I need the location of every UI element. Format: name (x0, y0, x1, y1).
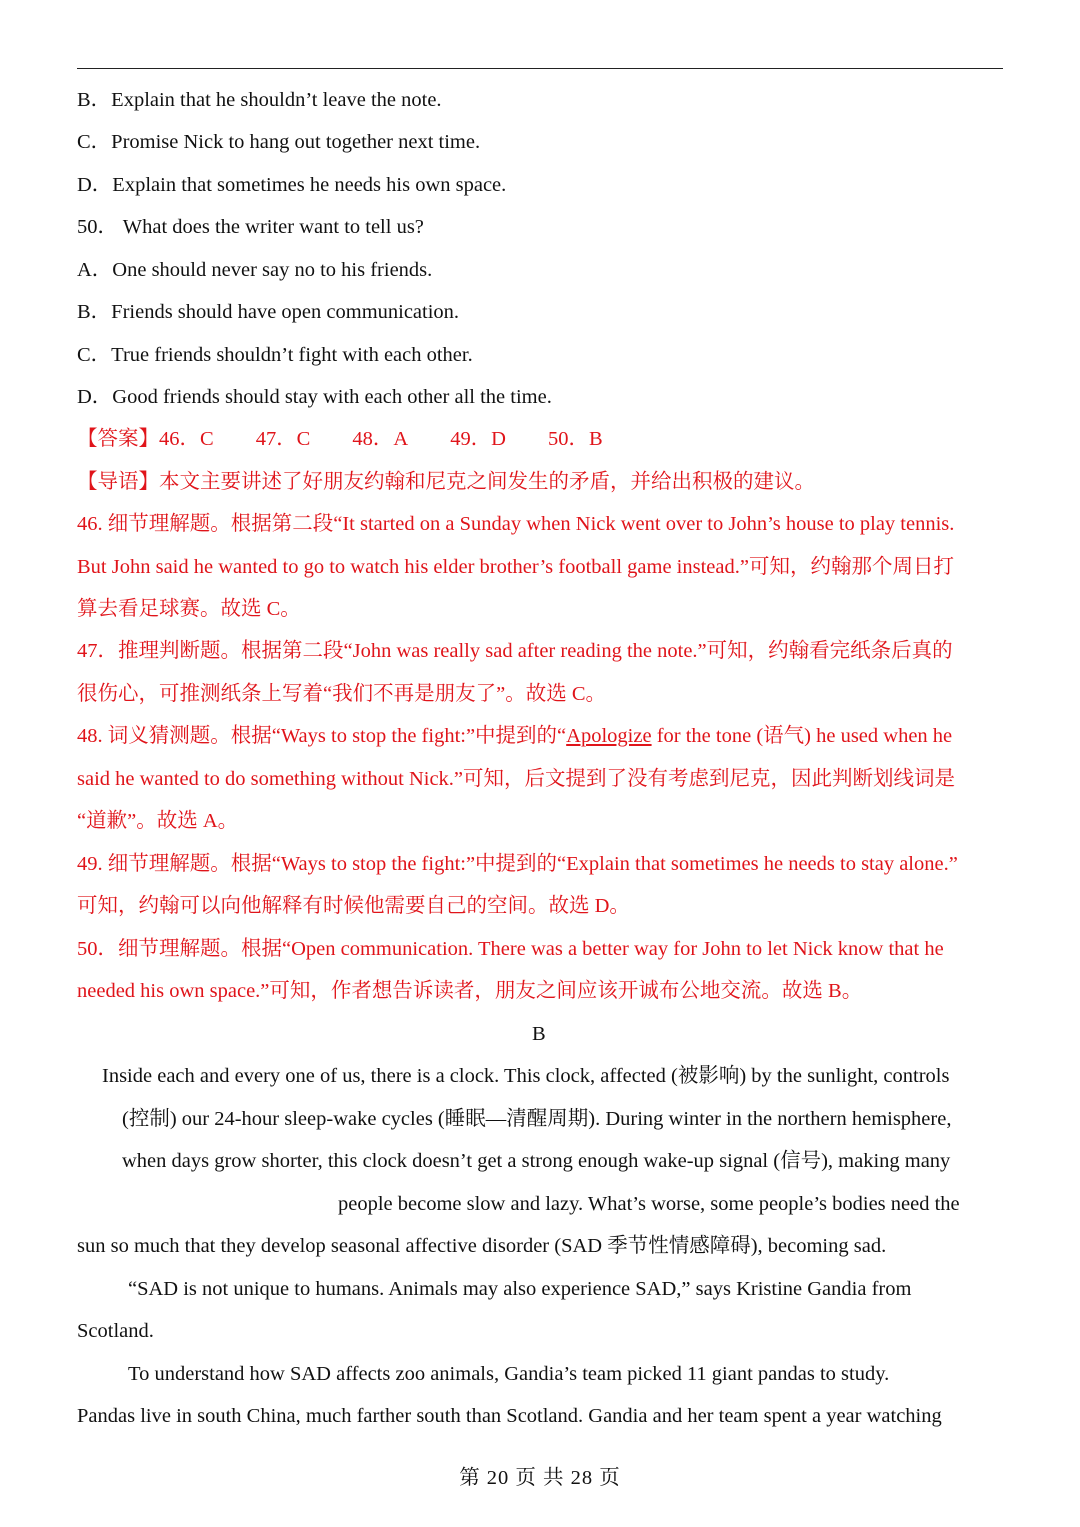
explanation-text: for the tone (语气) he used when he (651, 725, 953, 747)
option-c-q49: C．Promise Nick to hang out together next time. (77, 131, 481, 153)
passage-line: when days grow shorter, this clock doesn’t get a strong enough wake-up signal (信号), making many (122, 1150, 951, 1172)
answer-item: 46．C (159, 428, 214, 450)
explanation-line: needed his own space.”可知，作者想告诉读者，朋友之间应该开诚布公地交流。故选 B。 (77, 980, 863, 1002)
page-footer: 第 20 页 共 28 页 (459, 1467, 621, 1489)
option-b-q49: B．Explain that he shouldn’t leave the note. (77, 89, 442, 111)
guide-text: 【导语】本文主要讲述了好朋友约翰和尼克之间发生的矛盾，并给出积极的建议。 (77, 471, 815, 493)
explanation-line: 可知，约翰可以向他解释有时候他需要自己的空间。故选 D。 (77, 895, 630, 917)
explanation-text: 48. 词义猜测题。根据“Ways to stop the fight:”中提到的“ (77, 725, 567, 747)
header-rule (77, 68, 1003, 69)
explanation-line: “道歉”。故选 A。 (77, 810, 239, 832)
answer-item: 50．B (548, 428, 603, 450)
explanation-line: said he wanted to do something without Nick.”可知，后文提到了没有考虑到尼克，因此判断划线词是 (77, 768, 956, 790)
explanation-line (77, 723, 952, 749)
passage-line: Scotland. (77, 1320, 154, 1342)
passage-line: people become slow and lazy. What’s worse, some people’s bodies need the (338, 1193, 960, 1215)
passage-line: sun so much that they develop seasonal affective disorder (SAD 季节性情感障碍), becoming sad. (77, 1235, 887, 1257)
explanation-line: 47．推理判断题。根据第二段“John was really sad after reading the note.”可知，约翰看完纸条后真的 (77, 640, 953, 662)
explanation-line: 50．细节理解题。根据“Open communication. There was a better way for John to let Nick know that he (77, 938, 944, 960)
option-a-q50: A．One should never say no to his friends. (77, 259, 433, 281)
answer-item: 48．A (352, 428, 409, 450)
answer-item: 49．D (450, 428, 506, 450)
section-title: B (532, 1023, 546, 1045)
question-50: 50． What does the writer want to tell us? (77, 216, 424, 238)
option-c-q50: C．True friends shouldn’t fight with each other. (77, 344, 473, 366)
option-d-q49: D．Explain that sometimes he needs his own space. (77, 174, 507, 196)
answer-row (77, 426, 603, 452)
answer-item: 47．C (255, 428, 311, 450)
explanation-line: 49. 细节理解题。根据“Ways to stop the fight:”中提到的“Explain that sometimes he needs to stay alone.” (77, 853, 958, 875)
explanation-line: But John said he wanted to go to watch his elder brother’s football game instead.”可知，约翰那个周日打 (77, 556, 954, 578)
passage-line: “SAD is not unique to humans. Animals may also experience SAD,” says Kristine Gandia from (128, 1278, 912, 1300)
option-d-q50: D．Good friends should stay with each other all the time. (77, 386, 552, 408)
explanation-line: 很伤心，可推测纸条上写着“我们不再是朋友了”。故选 C。 (77, 683, 606, 705)
option-b-q50: B．Friends should have open communication. (77, 301, 460, 323)
explanation-line: 算去看足球赛。故选 C。 (77, 598, 301, 620)
explanation-line: 46. 细节理解题。根据第二段“It started on a Sunday when Nick went over to John’s house to play tennis. (77, 513, 955, 535)
passage-line: Pandas live in south China, much farther south than Scotland. Gandia and her team spent a year watching (77, 1405, 942, 1427)
passage-line: Inside each and every one of us, there is a clock. This clock, affected (被影响) by the sunlight, controls (102, 1065, 950, 1087)
passage-line: To understand how SAD affects zoo animals, Gandia’s team picked 11 giant pandas to study. (128, 1363, 890, 1385)
answer-label: 【答案】 (77, 428, 159, 450)
passage-line: (控制) our 24-hour sleep-wake cycles (睡眠—清醒周期). During winter in the northern hemisphere, (122, 1108, 952, 1130)
underlined-word: Apologize (566, 725, 652, 747)
